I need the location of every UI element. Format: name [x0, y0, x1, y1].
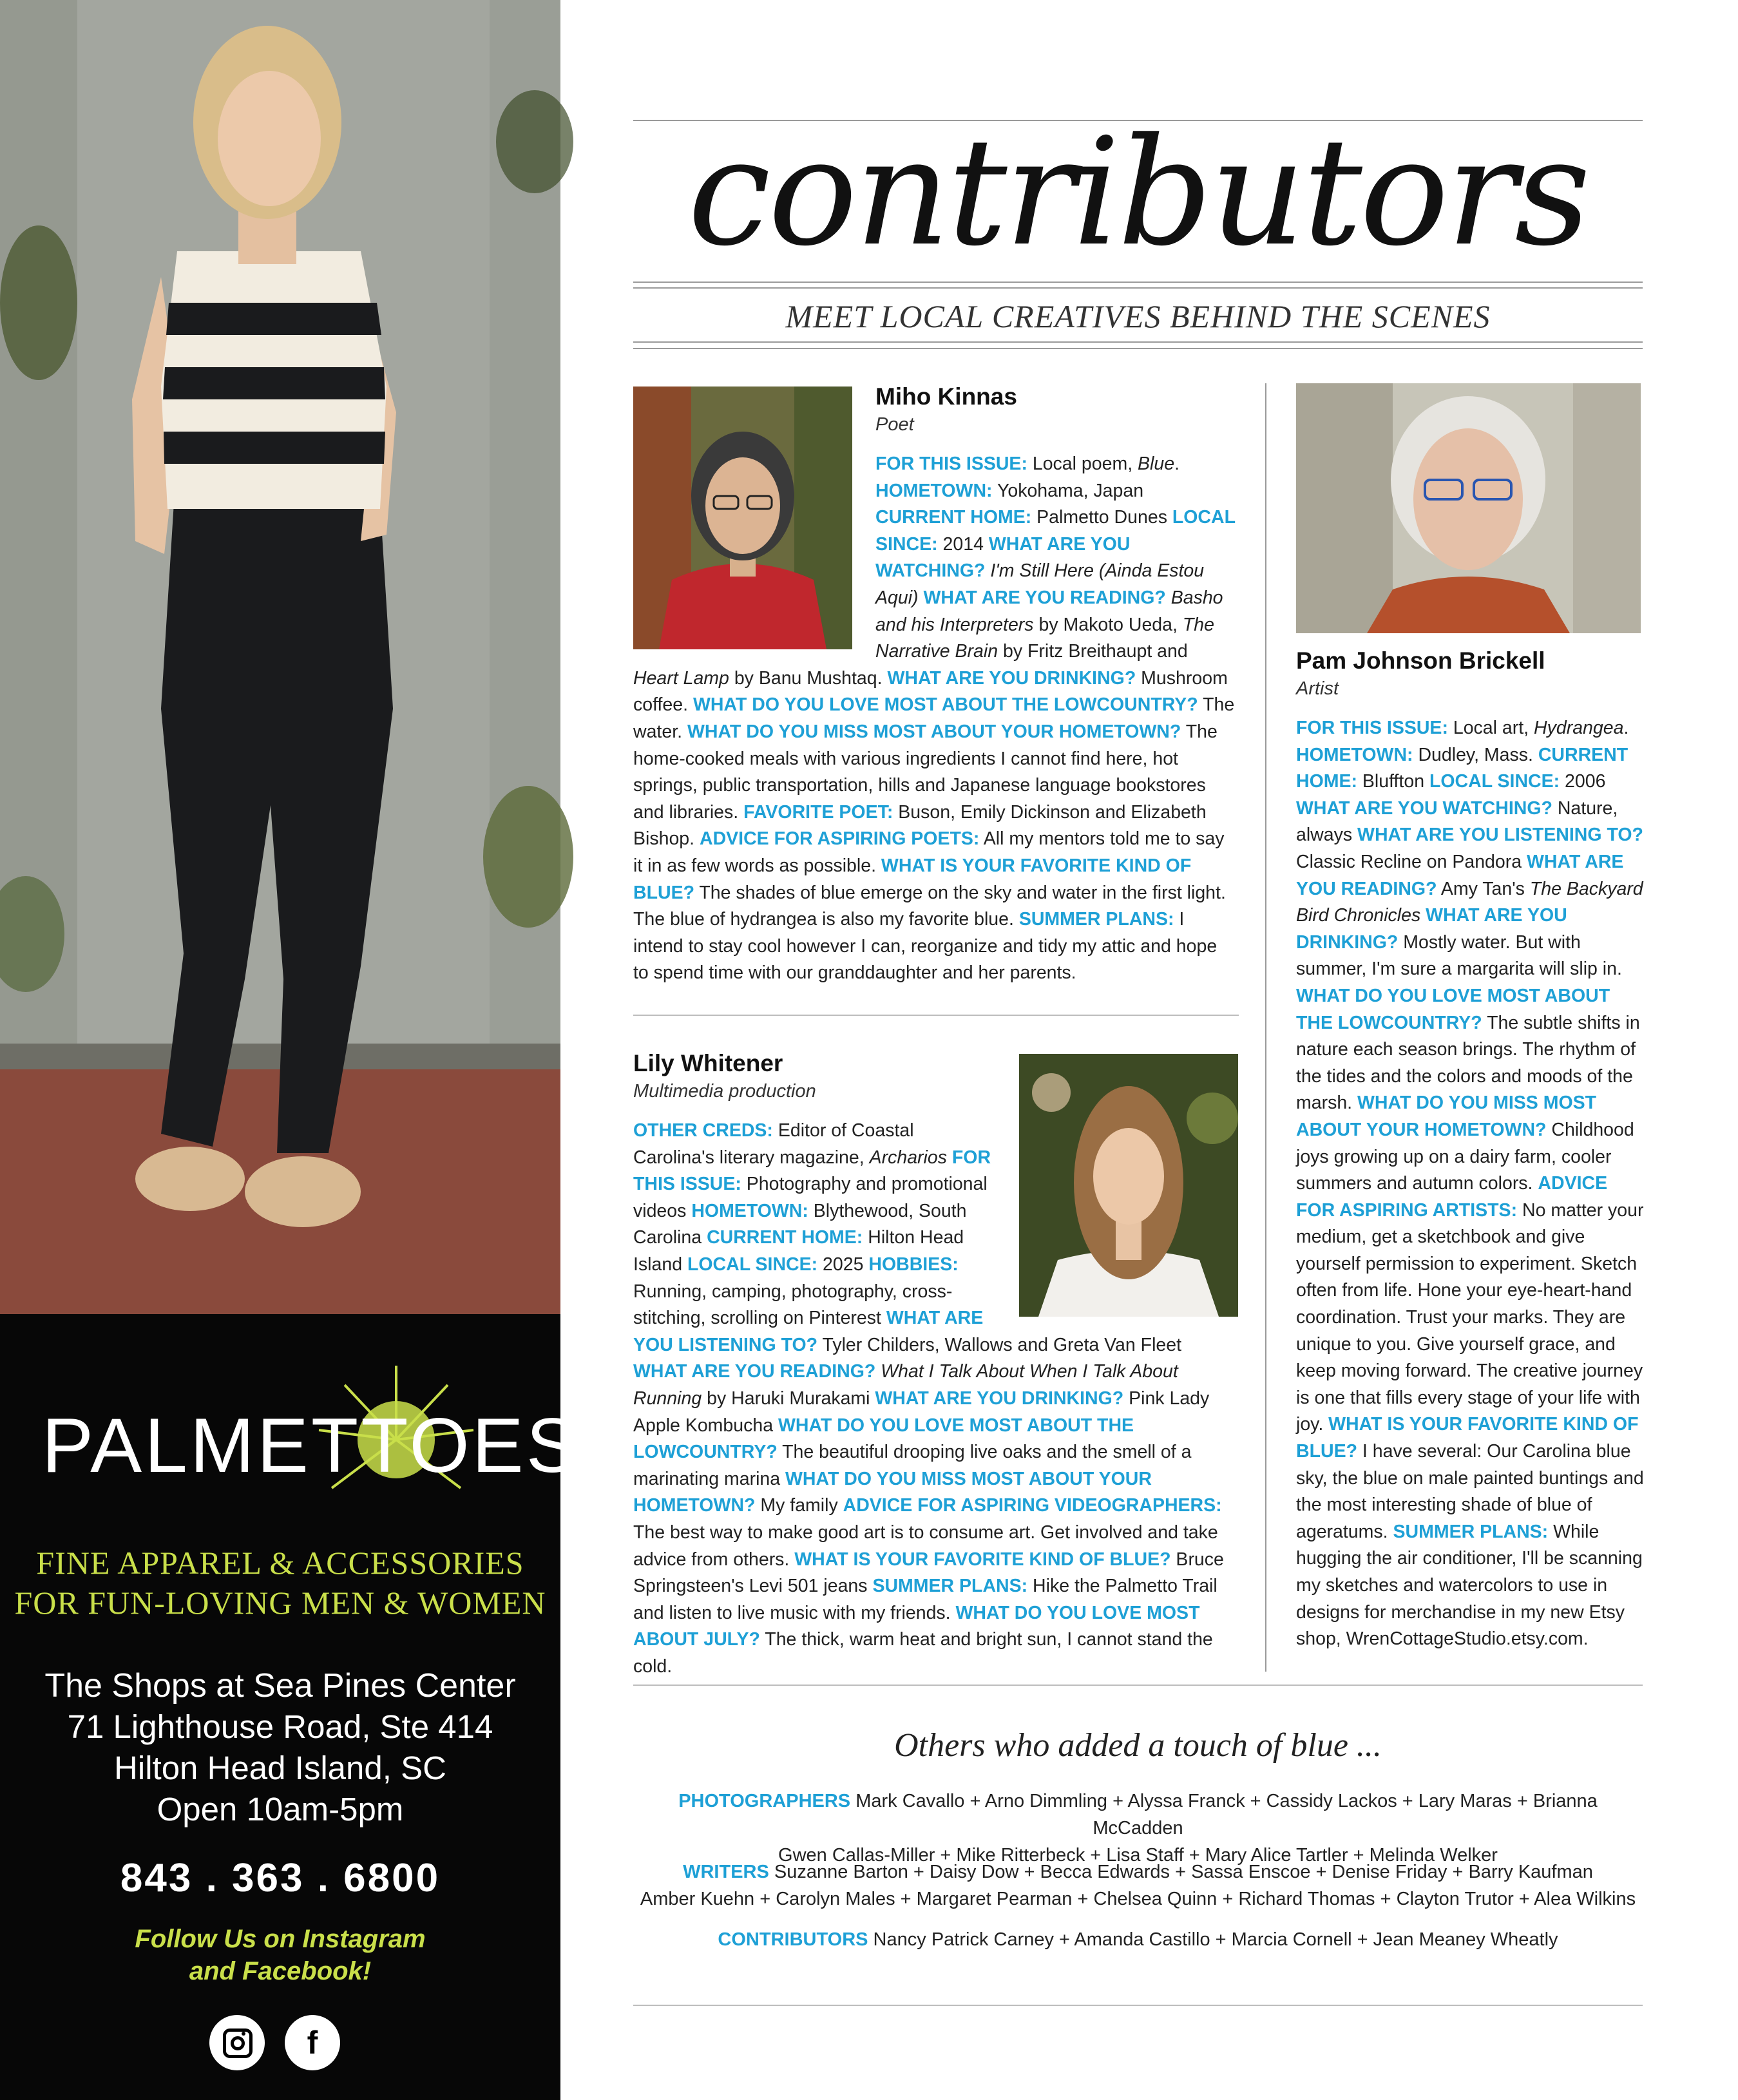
- bio-question: WHAT ARE YOU READING?: [633, 1361, 876, 1382]
- writers-line-1: Suzanne Barton + Daisy Dow + Becca Edwards + Sassa Enscoe + Denise Friday + Barry Kaufman: [769, 1862, 1593, 1882]
- bio-answer: Palmetto Dunes: [1031, 507, 1172, 528]
- bio-answer: The subtle shifts in nature each season brings. The rhythm of the tides and the colors and moods of the marsh.: [1296, 1012, 1640, 1114]
- bio-answer: Amy Tan's: [1437, 878, 1530, 899]
- bio-answer: 2006: [1560, 771, 1606, 792]
- writers-line-2: Amber Kuehn + Carolyn Males + Margaret Pearman + Chelsea Quinn + Richard Thomas + Clayton Trutor + Alea Wilkins: [640, 1889, 1636, 1909]
- bio-answer: Hike the Palmetto Trail and listen to live music with my friends.: [633, 1576, 1218, 1623]
- bio-answer: Running, camping, photography, cross-stitching, scrolling on Pinterest: [633, 1281, 953, 1329]
- bio-question: WHAT ARE YOU DRINKING?: [1296, 905, 1567, 953]
- bio-question: WHAT ARE YOU READING?: [923, 587, 1166, 608]
- model-photo: [0, 0, 560, 1314]
- bio-answer: The best way to make good art is to consume art. Get involved and take advice from others.: [633, 1522, 1218, 1570]
- contributors-line-1: Nancy Patrick Carney + Amanda Castillo + Marcia Cornell + Jean Meaney Wheatly: [868, 1929, 1558, 1950]
- bio-answer: Buson, Emily Dickinson and Elizabeth Bishop.: [633, 801, 1207, 850]
- tagline-line-2: FOR FUN-LOVING MEN & WOMEN: [14, 1585, 546, 1621]
- others-title: Others who added a touch of blue ...: [894, 1727, 1382, 1764]
- pam-portrait: [1296, 383, 1641, 633]
- header-rule-3: [633, 341, 1643, 343]
- bio-answer: Editor of Coastal Carolina's literary magazine,: [633, 1120, 914, 1168]
- bio-question: HOMETOWN:: [691, 1200, 808, 1221]
- bio-answer: The Backyard Bird Chronicles: [1296, 878, 1643, 926]
- bio-answer: by Fritz Breithaupt and: [998, 641, 1188, 662]
- store-hours: Open 10am-5pm: [157, 1791, 404, 1828]
- bio-answer: Nature, always: [1296, 797, 1618, 846]
- header-rule-4: [633, 348, 1643, 349]
- bio-answer: Local art,: [1447, 718, 1534, 738]
- ad-address: [0, 1665, 560, 1830]
- bio-answer: The Narrative Brain: [875, 614, 1214, 662]
- bio-answer: My family: [755, 1495, 843, 1516]
- bio-answer: The shades of blue emerge on the sky and water in the first light. The blue of hydrangea is also my favorite blue.: [633, 882, 1226, 930]
- bio-answer: Hydrangea: [1534, 718, 1624, 738]
- address-line-3: Hilton Head Island, SC: [114, 1750, 446, 1786]
- bio-question: LOCAL SINCE:: [1429, 771, 1560, 792]
- bio-question: WHAT ARE YOU WATCHING?: [1296, 797, 1552, 819]
- bio-question: WHAT DO YOU LOVE MOST ABOUT THE LOWCOUNTRY?: [692, 694, 1198, 716]
- bio-question: FOR THIS ISSUE:: [1296, 718, 1448, 738]
- lily-role: Multimedia production: [633, 1081, 816, 1102]
- bio-answer: Heart Lamp: [633, 667, 729, 689]
- bio-answer: Basho and his Interpreters: [875, 587, 1223, 635]
- bio-question: WHAT ARE YOU LISTENING TO?: [1357, 825, 1643, 846]
- bio-answer: What I Talk About When I Talk About Running: [633, 1361, 1178, 1409]
- miho-role: Poet: [875, 414, 914, 435]
- header-rule-1: [633, 282, 1643, 283]
- address-line-2: 71 Lighthouse Road, Ste 414: [67, 1708, 493, 1745]
- bio-answer: The thick, warm heat and bright sun, I cannot stand the cold.: [633, 1629, 1213, 1677]
- bio-answer: No matter your medium, get a sketchbook and give yourself permission to experiment. Sketch often from life. Hone your eye-heart-hand coordination. Trust your marks. They are unique to you. Give yourself grace, and keep moving forward. The creative journey is one that fills every stage of your life with joy.: [1296, 1199, 1644, 1435]
- facebook-icon[interactable]: f: [285, 2015, 340, 2070]
- bio-answer: Blythewood, South Carolina: [633, 1200, 967, 1248]
- bio-answer: The beautiful drooping live oaks and the smell of a marinating marina: [633, 1442, 1192, 1489]
- bio-answer: 2025: [817, 1254, 869, 1275]
- bio-question: WHAT ARE YOU DRINKING?: [875, 1388, 1124, 1409]
- bio-answer: While hugging the air conditioner, I'll be scanning my sketches and watercolors to use in designs for merchandise in my new Etsy shop, WrenCottageStudio.etsy.com.: [1296, 1521, 1643, 1650]
- bio-answer: Dudley, Mass.: [1413, 744, 1538, 765]
- bio-answer: by Banu Mushtaq.: [729, 667, 888, 689]
- bio-question: WHAT DO YOU LOVE MOST ABOUT THE LOWCOUNTRY?: [1296, 985, 1610, 1033]
- bio-answer: Blue: [1138, 453, 1175, 474]
- bio-question: HOMETOWN:: [1296, 744, 1413, 765]
- bio-question: WHAT DO YOU MISS MOST ABOUT YOUR HOMETOWN?: [687, 721, 1181, 742]
- page-title: contributors: [687, 107, 1589, 279]
- bio-answer: [947, 1147, 952, 1168]
- address-line-1: The Shops at Sea Pines Center: [44, 1667, 516, 1704]
- bio-answer: .: [1174, 453, 1180, 474]
- bio-question: FOR THIS ISSUE:: [633, 1147, 991, 1195]
- bio-answer: [1420, 905, 1426, 926]
- follow-line-1: Follow Us on Instagram: [135, 1925, 426, 1953]
- instagram-icon[interactable]: [209, 2015, 265, 2070]
- contributors-credits: [633, 1926, 1643, 1953]
- footer-divider: [633, 2005, 1643, 2006]
- section-divider: [633, 1015, 1239, 1016]
- column-divider: [1265, 383, 1266, 1672]
- bio-question: LOCAL SINCE:: [875, 507, 1236, 555]
- photographers-line-1: Mark Cavallo + Arno Dimmling + Alyssa Franck + Cassidy Lackos + Lary Maras + Brianna McCadden: [850, 1791, 1598, 1838]
- bio-answer: Classic Recline on Pandora: [1296, 851, 1527, 872]
- bio-answer: Mushroom coffee.: [633, 667, 1228, 716]
- bio-answer: 2014: [937, 533, 989, 555]
- bio-question: WHAT DO YOU MISS MOST ABOUT YOUR HOMETOWN?: [633, 1468, 1152, 1516]
- bio-answer: [1166, 587, 1171, 608]
- palmettoes-logo: [35, 1359, 580, 1520]
- bio-answer: Pink Lady Apple Kombucha: [633, 1388, 1210, 1436]
- writers-label: WRITERS: [683, 1862, 769, 1882]
- phone-number[interactable]: 843 . 363 . 6800: [120, 1856, 441, 1900]
- bio-question: WHAT IS YOUR FAVORITE KIND OF BLUE?: [1296, 1414, 1639, 1462]
- bio-question: WHAT ARE YOU LISTENING TO?: [633, 1308, 984, 1355]
- bio-answer: All my mentors told me to say it in as few words as possible.: [633, 828, 1225, 876]
- bio-answer: by Makoto Ueda,: [1033, 614, 1183, 635]
- ad-tagline: [0, 1543, 560, 1623]
- bio-answer: I have several: Our Carolina blue sky, the blue on male painted buntings and the most interesting shade of blue of ageratums.: [1296, 1441, 1644, 1542]
- bio-question: WHAT ARE YOU DRINKING?: [887, 667, 1136, 689]
- bio-answer: Tyler Childers, Wallows and Greta Van Fleet: [817, 1334, 1182, 1355]
- follow-line-2: and Facebook!: [189, 1957, 372, 1985]
- photographers-line-2: Gwen Callas-Miller + Mike Ritterbeck + Lisa Staff + Mary Alice Tartler + Melinda Welker: [778, 1845, 1498, 1866]
- bio-question: WHAT IS YOUR FAVORITE KIND OF BLUE?: [794, 1549, 1171, 1570]
- header-rule-2: [633, 287, 1643, 289]
- bio-answer: Archarios: [869, 1147, 947, 1168]
- bio-answer: Local poem,: [1027, 453, 1138, 474]
- lily-bio: [633, 1118, 1239, 1680]
- bio-question: WHAT DO YOU LOVE MOST ABOUT THE LOWCOUNTRY?: [633, 1415, 1134, 1463]
- bio-answer: The water.: [633, 694, 1235, 742]
- pam-name: Pam Johnson Brickell: [1296, 647, 1545, 674]
- pam-role: Artist: [1296, 678, 1339, 699]
- writers-credits: [633, 1858, 1643, 1913]
- bio-question: HOMETOWN:: [875, 480, 993, 501]
- bio-answer: Bruce Springsteen's Levi 501 jeans: [633, 1549, 1224, 1597]
- bio-question: SUMMER PLANS:: [1393, 1521, 1549, 1542]
- bio-answer: Photography and promotional videos: [633, 1174, 988, 1221]
- bio-answer: Mostly water. But with summer, I'm sure a margarita will slip in.: [1296, 931, 1622, 980]
- bio-question: FAVORITE POET:: [743, 801, 893, 823]
- bio-answer: I'm Still Here (Ainda Estou Aqui): [875, 560, 1205, 608]
- others-divider: [633, 1685, 1643, 1686]
- miho-bio: [633, 451, 1236, 987]
- bio-question: CURRENT HOME:: [707, 1227, 863, 1248]
- bio-question: OTHER CREDS:: [633, 1120, 773, 1141]
- bio-question: LOCAL SINCE:: [687, 1254, 818, 1275]
- page-subtitle: MEET LOCAL CREATIVES BEHIND THE SCENES: [785, 298, 1491, 334]
- bio-answer: Yokohama, Japan: [992, 480, 1144, 501]
- contributors-label: CONTRIBUTORS: [718, 1929, 868, 1950]
- bio-question: WHAT DO YOU MISS MOST ABOUT YOUR HOMETOWN?: [1296, 1093, 1597, 1140]
- bio-question: ADVICE FOR ASPIRING ARTISTS:: [1296, 1173, 1608, 1221]
- bio-question: CURRENT HOME:: [1296, 744, 1628, 792]
- bio-question: WHAT DO YOU LOVE MOST ABOUT JULY?: [633, 1602, 1200, 1650]
- bio-question: SUMMER PLANS:: [872, 1576, 1028, 1597]
- palmettoes-ad: [0, 0, 580, 2100]
- bio-answer: Bluffton: [1357, 771, 1429, 792]
- bio-question: ADVICE FOR ASPIRING POETS:: [699, 828, 980, 850]
- bio-question: FOR THIS ISSUE:: [875, 453, 1027, 474]
- follow-us: [0, 1923, 560, 1987]
- bio-question: WHAT ARE YOU WATCHING?: [875, 533, 1131, 582]
- bio-answer: Childhood joys growing up on a dairy farm, cooler summers and autumn colors.: [1296, 1119, 1634, 1194]
- tagline-line-1: FINE APPAREL & ACCESSORIES: [36, 1545, 524, 1581]
- bio-question: HOBBIES:: [868, 1254, 959, 1275]
- bio-question: ADVICE FOR ASPIRING VIDEOGRAPHERS:: [843, 1495, 1222, 1516]
- bio-answer: Hilton Head Island: [633, 1227, 964, 1275]
- brand-name: PALMETTOES: [42, 1402, 580, 1489]
- pam-bio: [1296, 715, 1644, 1653]
- bio-question: WHAT ARE YOU READING?: [1296, 851, 1624, 899]
- bio-question: SUMMER PLANS:: [1018, 909, 1174, 930]
- bio-answer: by Haruki Murakami: [702, 1388, 875, 1409]
- photographers-label: PHOTOGRAPHERS: [678, 1791, 851, 1811]
- lily-name: Lily Whitener: [633, 1050, 783, 1076]
- bio-answer: I intend to stay cool however I can, reorganize and tidy my attic and hope to spend time with our granddaughter and her parents.: [633, 909, 1218, 984]
- bio-question: WHAT IS YOUR FAVORITE KIND OF BLUE?: [633, 855, 1192, 903]
- bio-question: CURRENT HOME:: [875, 507, 1032, 528]
- bio-answer: The home-cooked meals with various ingredients I cannot find here, hot springs, public transportation, hills and Japanese language bookstores and libraries.: [633, 721, 1218, 823]
- miho-name: Miho Kinnas: [875, 383, 1017, 410]
- bio-answer: .: [1623, 718, 1629, 738]
- photographers-credits: [633, 1788, 1643, 1869]
